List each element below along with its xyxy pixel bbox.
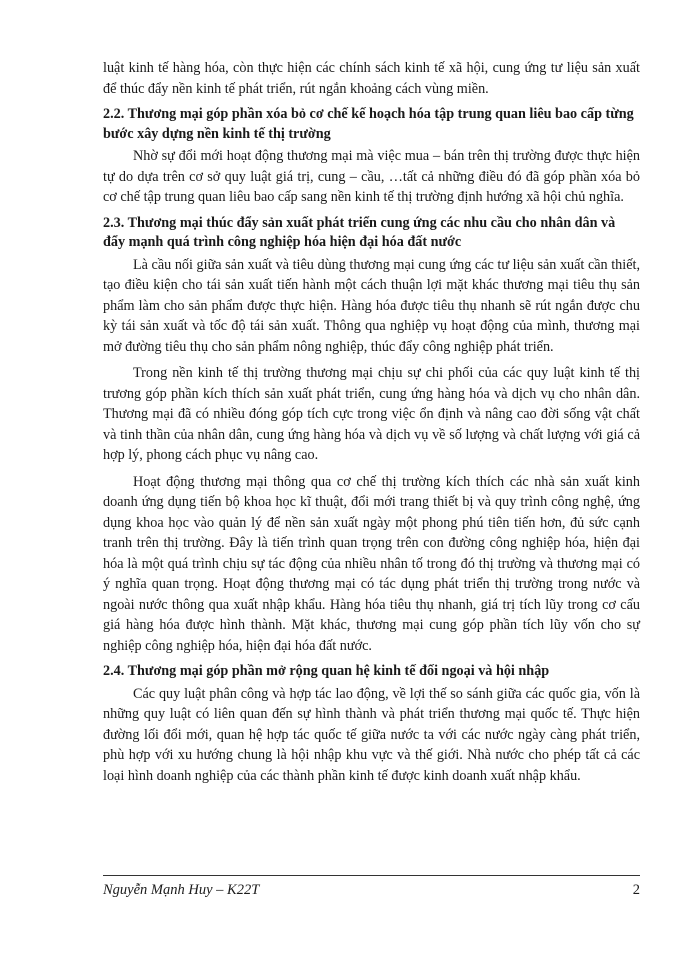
paragraph-2-3-b: Trong nền kinh tế thị trường thương mại chịu sự chi phối của các quy luật kinh tế thị trương góp phần kích thích sản xuất phát triển, cung ứng hàng hóa và dịch vụ cho nhân dân. Thương mại đã có nhiều đóng góp tích cực trong việc ổn định và nâng cao đời sống vật chất và tinh thần của nhân dân, cung ứng hàng hóa và dịch vụ về số lượng và chất lượng với giá cả hợp lý, phong cách phục vụ nâng cao. (103, 365, 640, 463)
paragraph-2-4: Các quy luật phân công và hợp tác lao động, về lợi thế so sánh giữa các quốc gia, vốn là những quy luật có liên quan đến sự hình thành và phát triển thương mại quốc tế. Thực hiện đường lối đổi mới, quan hệ hợp tác quốc tế giữa nước ta với các nước ngày càng phát triển, phù hợp với xu hướng chung là hội nhập khu vực và thế giới. Nhà nước cho phép tất cả các loại hình doanh nghiệp của các thành phần kinh tế được kinh doanh xuất nhập khẩu. (103, 685, 640, 784)
page-content (103, 58, 640, 792)
heading-2-2: 2.2. Thương mại góp phần xóa bỏ cơ chế kế hoạch hóa tập trung quan liêu bao cấp từng bước xây dựng nền kinh tế thị trường (103, 106, 634, 142)
paragraph-continued: luật kinh tế hàng hóa, còn thực hiện các chính sách kinh tế xã hội, cung ứng tư liệu sản xuất để thúc đẩy nền kinh tế phát triển, rút ngắn khoảng cách vùng miền. (103, 60, 640, 97)
paragraph-2-2: Nhờ sự đổi mới hoạt động thương mại mà việc mua – bán trên thị trường được thực hiện tự do dựa trên cơ sở quy luật giá trị, cung – cầu, …tất cả những điều đó đã góp phần xóa bỏ cơ chế tập trung quan liêu bao cấp sang nền kinh tế thị trường định hướng xã hội chủ nghĩa. (103, 148, 640, 205)
heading-2-3: 2.3. Thương mại thúc đẩy sản xuất phát triển cung ứng các nhu cầu cho nhân dân và đẩy mạnh quá trình công nghiệp hóa hiện đại hóa đất nước (103, 214, 616, 250)
heading-2-4: 2.4. Thương mại góp phần mở rộng quan hệ kinh tế đối ngoại và hội nhập (103, 663, 550, 679)
paragraph-2-3-c: Hoạt động thương mại thông qua cơ chế thị trường kích thích các nhà sản xuất kinh doanh ứng dụng tiến bộ khoa học kĩ thuật, đổi mới trang thiết bị và quy trình công nghệ, ứng dụng khoa học vào quản lý để nền sản xuất ngày một phong phú tiên tiến hơn, đủ sức cạnh tranh trên thị trường. Đây là tiến trình quan trọng trên con đường công nghiệp hóa, hiện đại hóa là một quá trình chịu sự tác động của nhiều nhân tố trong đó thị trường và thương mại có ý nghĩa quan trọng. Hoạt động thương mại có tác dụng phát triển thị trường trong nước và ngoài nước thông qua xuất nhập khẩu. Hàng hóa tiêu thụ nhanh, giá trị tích lũy trong cơ cấu giá hàng hóa được hình thành. Mặt khác, thương mại cung góp phần tích lũy vốn cho sự nghiệp công nghiệp hóa, hiện đại hóa đất nước. (103, 473, 640, 654)
page-number: 2 (632, 882, 640, 898)
footer-author: Nguyễn Mạnh Huy – K22T (103, 882, 260, 898)
paragraph-2-3-a: Là cầu nối giữa sản xuất và tiêu dùng thương mại cung ứng các tư liệu sản xuất cần thiết, tạo điều kiện cho tái sản xuất tiến hành một cách thuận lợi mặt khác thương mại tiêu thụ sản phẩm làm cho sản phẩm được thực hiện. Hàng hóa được tiêu thụ nhanh sẽ rút ngắn được chu kỳ tái sản xuất và tốc độ tái sản xuất. Thông qua nghiệp vụ hoạt động của mình, thương mại mở đường tiêu thụ cho sản phẩm nông nghiệp, thúc đẩy công nghiệp phát triển. (103, 256, 640, 355)
footer-divider (103, 875, 640, 876)
